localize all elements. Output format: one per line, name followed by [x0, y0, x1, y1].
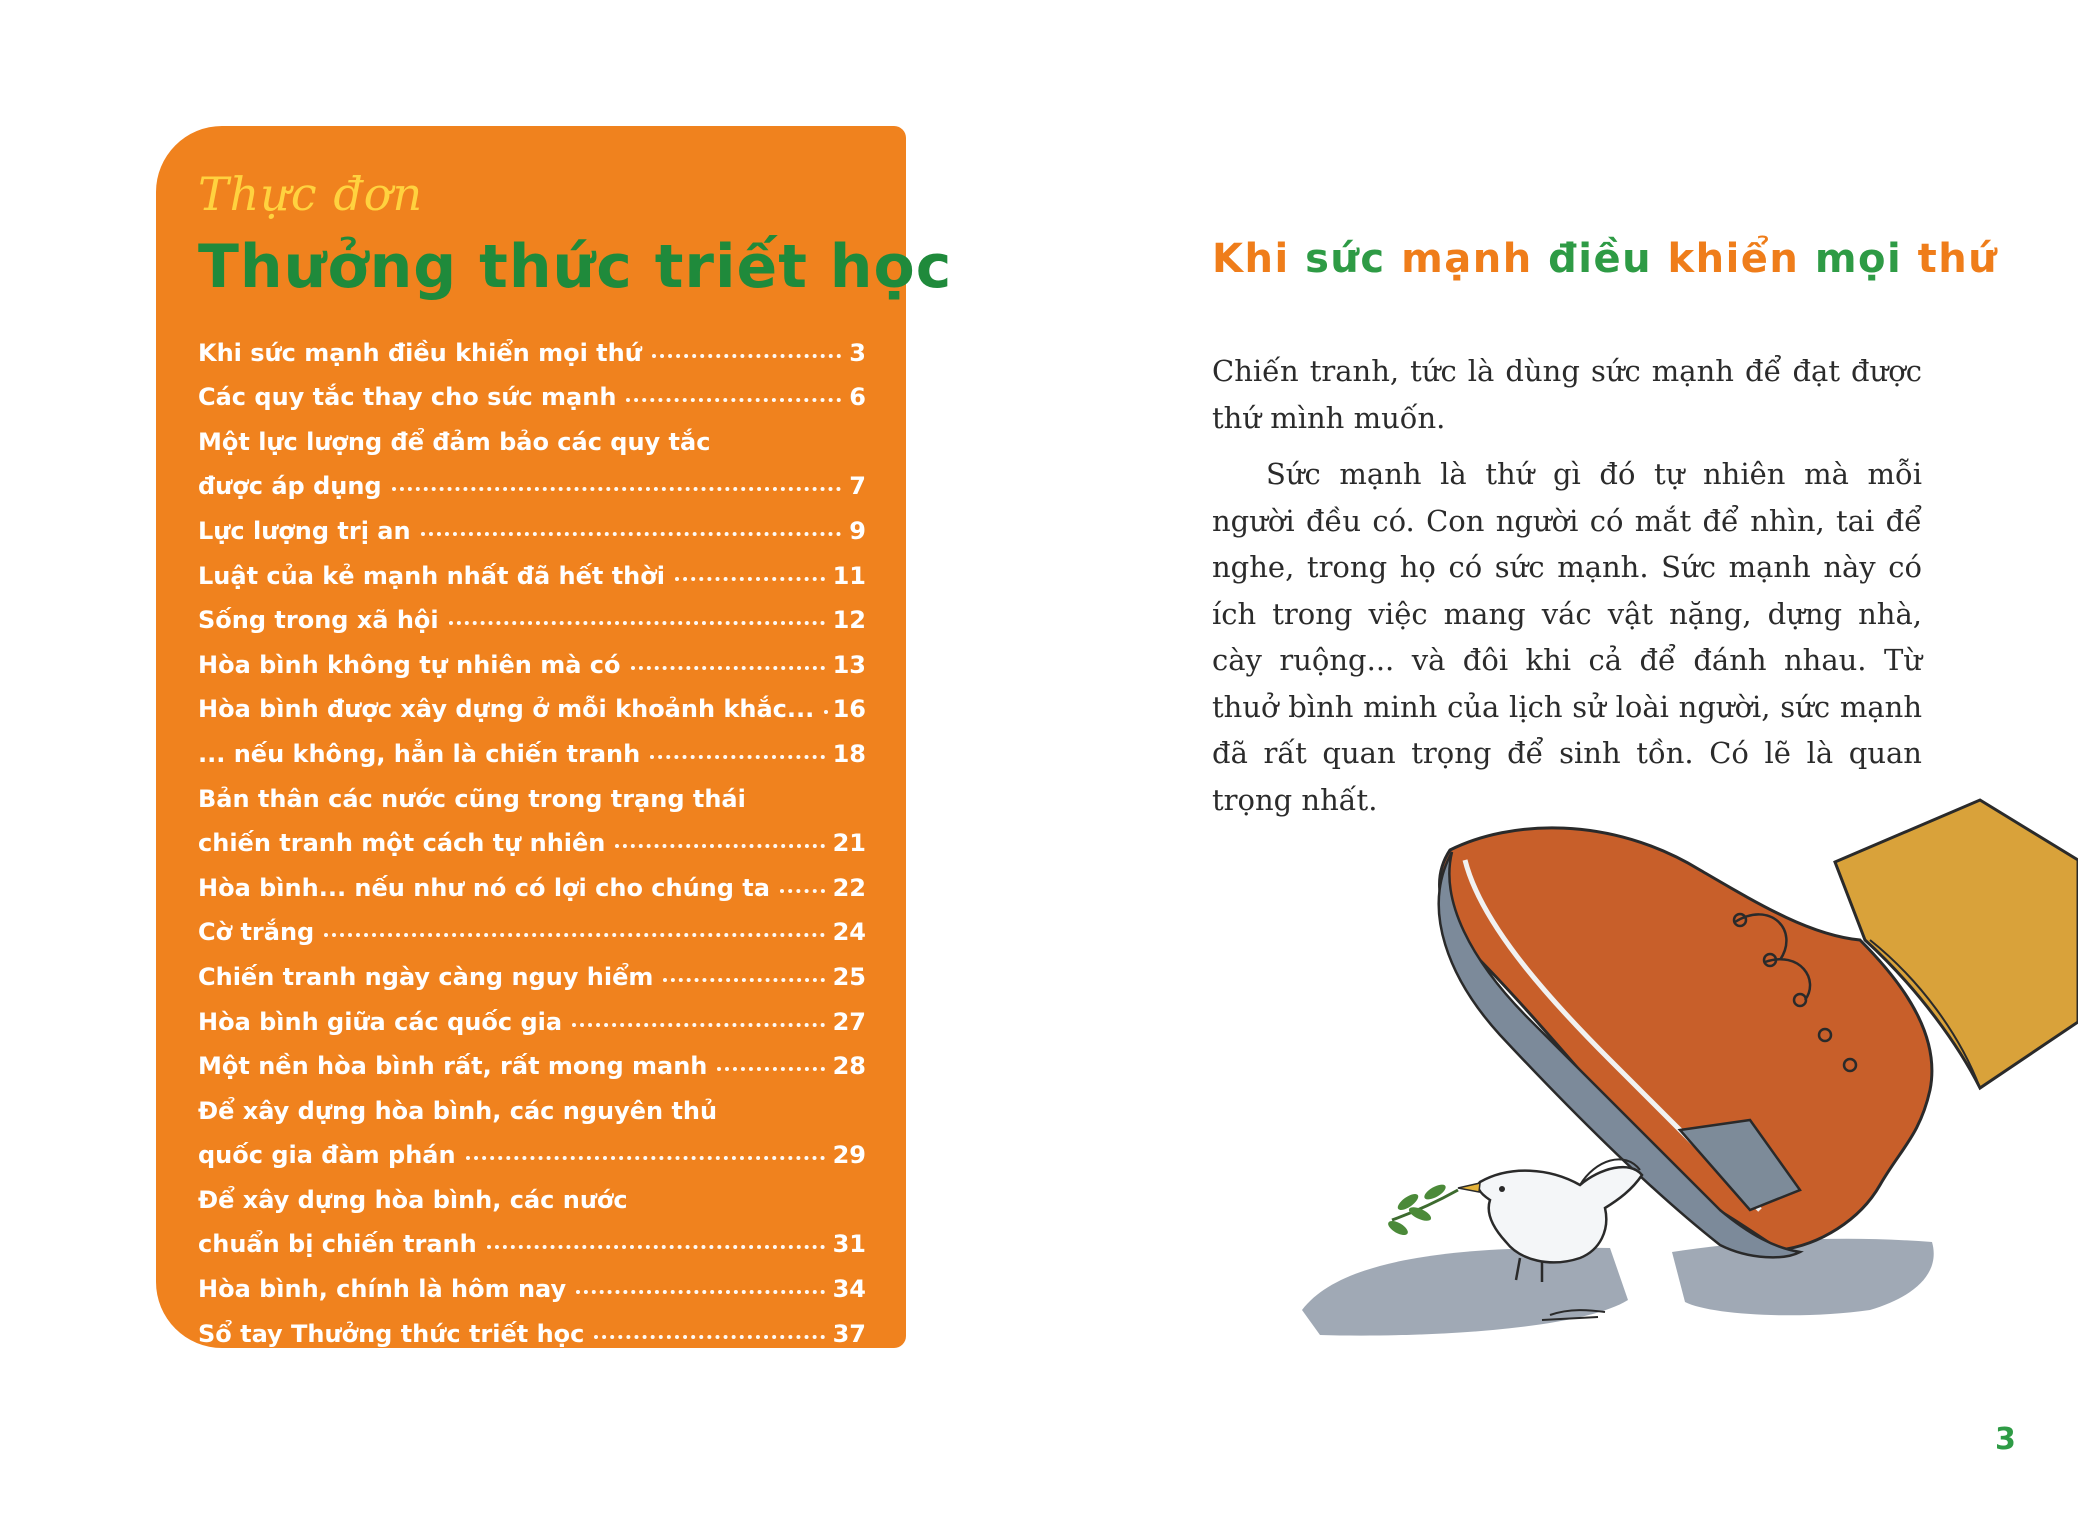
- toc-entry: [198, 545, 866, 590]
- toc-entry-page: 24: [832, 918, 866, 947]
- toc-leader-dots: [717, 1067, 824, 1071]
- toc-entry-title: Hòa bình không tự nhiên mà có: [198, 650, 621, 679]
- toc-entry-page: 12: [832, 606, 866, 635]
- toc-entry: [198, 902, 866, 947]
- toc-entry-title: Để xây dựng hòa bình, các nước: [198, 1185, 628, 1214]
- page-number: 3: [1995, 1422, 2016, 1457]
- toc-entry-page: 6: [849, 383, 866, 412]
- toc-entry: [198, 1169, 866, 1214]
- toc-leader-dots: [466, 1156, 825, 1160]
- toc-leader-dots: [449, 621, 825, 625]
- chapter-title-word: khiển: [1667, 236, 1800, 282]
- toc-entry: [198, 1125, 866, 1170]
- toc-entry-title: Lực lượng trị an: [198, 516, 411, 545]
- chapter-title: [1212, 236, 1998, 282]
- toc-list: [198, 322, 866, 1348]
- toc-leader-dots: [626, 398, 841, 402]
- chapter-title-word: Khi: [1212, 236, 1290, 282]
- boot-and-dove-illustration: [1280, 790, 2078, 1350]
- toc-leader-dots: [780, 889, 825, 893]
- toc-entry: [198, 367, 866, 412]
- toc-entry-page: 27: [832, 1007, 866, 1036]
- toc-leader-dots: [572, 1023, 825, 1027]
- toc-entry-page: 16: [832, 695, 866, 724]
- toc-entry-title: Sống trong xã hội: [198, 606, 439, 635]
- toc-entry: [198, 411, 866, 456]
- toc-entry-page: 22: [832, 873, 866, 902]
- toc-entry: [198, 1036, 866, 1081]
- toc-entry-title: Chiến tranh ngày càng nguy hiểm: [198, 962, 654, 991]
- toc-entry-page: 21: [832, 829, 866, 858]
- toc-entry: [198, 456, 866, 501]
- toc-entry-title: chuẩn bị chiến tranh: [198, 1230, 477, 1259]
- toc-entry: [198, 1258, 866, 1303]
- toc-entry: [198, 857, 866, 902]
- toc-leader-dots: [392, 487, 842, 491]
- toc-entry-page: 3: [849, 338, 866, 367]
- toc-entry: [198, 991, 866, 1036]
- toc-entry-title: Hòa bình... nếu như nó có lợi cho chúng ta: [198, 873, 770, 902]
- toc-entry: [198, 768, 866, 813]
- chapter-title-word: thứ: [1917, 236, 1999, 282]
- toc-entry: [198, 1214, 866, 1259]
- toc-panel: [156, 126, 953, 1348]
- toc-leader-dots: [663, 978, 824, 982]
- toc-entry: [198, 634, 866, 679]
- toc-entry: [198, 813, 866, 858]
- toc-entry-title: Hòa bình được xây dựng ở mỗi khoảnh khắc...: [198, 695, 815, 724]
- chapter-title-word: điều: [1548, 236, 1653, 282]
- toc-entry-title: được áp dụng: [198, 472, 382, 501]
- toc-entry-page: 28: [832, 1052, 866, 1081]
- toc-title: Thưởng thức triết học: [198, 232, 953, 302]
- toc-entry-title: Bản thân các nước cũng trong trạng thái: [198, 784, 746, 813]
- toc-entry-page: 34: [832, 1275, 866, 1304]
- toc-entry-title: Luật của kẻ mạnh nhất đã hết thời: [198, 561, 665, 590]
- toc-leader-dots: [487, 1245, 825, 1249]
- chapter-body: [1212, 348, 1922, 833]
- body-paragraph-2: Sức mạnh là thứ gì đó tự nhiên mà mỗi người đều có. Con người có mắt để nhìn, tai để nghe, trong họ có sức mạnh. Sức mạnh này có ích trong việc mang vác vật nặng, dựng nhà, cày ruộng... và đôi khi cả để đánh nhau. Từ thuở bình minh của lịch sử loài người, sức mạnh đã rất quan trọng để sinh tồn. Có lẽ là quan trọng nhất.: [1212, 457, 1922, 817]
- toc-entry-page: 9: [849, 516, 866, 545]
- toc-entry-title: Cờ trắng: [198, 918, 315, 947]
- toc-entry: [198, 679, 866, 724]
- toc-entry-title: quốc gia đàm phán: [198, 1141, 456, 1170]
- toc-entry: [198, 946, 866, 991]
- toc-leader-dots: [652, 354, 842, 358]
- toc-leader-dots: [675, 577, 825, 581]
- toc-entry-title: Khi sức mạnh điều khiển mọi thứ: [198, 338, 642, 367]
- toc-entry-page: 18: [832, 739, 866, 768]
- toc-entry-title: Hòa bình, chính là hôm nay: [198, 1275, 567, 1304]
- toc-entry: [198, 500, 866, 545]
- body-paragraph-1: Chiến tranh, tức là dùng sức mạnh để đạt được thứ mình muốn.: [1212, 354, 1922, 435]
- toc-entry: [198, 322, 866, 367]
- toc-entry-page: 7: [849, 472, 866, 501]
- toc-leader-dots: [421, 532, 842, 536]
- toc-leader-dots: [650, 755, 824, 759]
- toc-entry: [198, 723, 866, 768]
- toc-entry-page: 25: [832, 962, 866, 991]
- chapter-title-word: mạnh: [1401, 236, 1533, 282]
- toc-leader-dots: [324, 933, 824, 937]
- chapter-title-word: mọi: [1814, 236, 1903, 282]
- toc-entry-page: 29: [832, 1141, 866, 1170]
- toc-leader-dots: [615, 844, 824, 848]
- toc-leader-dots: [576, 1290, 824, 1294]
- toc-leader-dots: [631, 666, 825, 670]
- toc-entry-page: 31: [832, 1230, 866, 1259]
- toc-entry-page: 11: [832, 561, 866, 590]
- toc-leader-dots: [594, 1335, 824, 1339]
- toc-entry: [198, 1303, 866, 1348]
- toc-entry: [198, 1080, 866, 1125]
- toc-kicker: Thực đơn: [198, 167, 424, 221]
- toc-entry-title: chiến tranh một cách tự nhiên: [198, 829, 606, 858]
- toc-entry-title: Sổ tay Thưởng thức triết học: [198, 1319, 585, 1348]
- toc-entry-title: Một lực lượng để đảm bảo các quy tắc: [198, 427, 711, 456]
- toc-entry-title: Các quy tắc thay cho sức mạnh: [198, 383, 617, 412]
- toc-entry-page: 13: [832, 650, 866, 679]
- toc-entry-title: ... nếu không, hẳn là chiến tranh: [198, 739, 641, 768]
- toc-entry-title: Để xây dựng hòa bình, các nguyên thủ: [198, 1096, 718, 1125]
- ground-shadow: [1302, 1239, 1934, 1336]
- olive-branch-icon: [1386, 1182, 1458, 1238]
- toc-entry-title: Một nền hòa bình rất, rất mong manh: [198, 1052, 708, 1081]
- chapter-title-word: sức: [1305, 236, 1386, 282]
- toc-entry-title: Hòa bình giữa các quốc gia: [198, 1007, 563, 1036]
- toc-entry-page: 37: [832, 1319, 866, 1348]
- toc-entry: [198, 590, 866, 635]
